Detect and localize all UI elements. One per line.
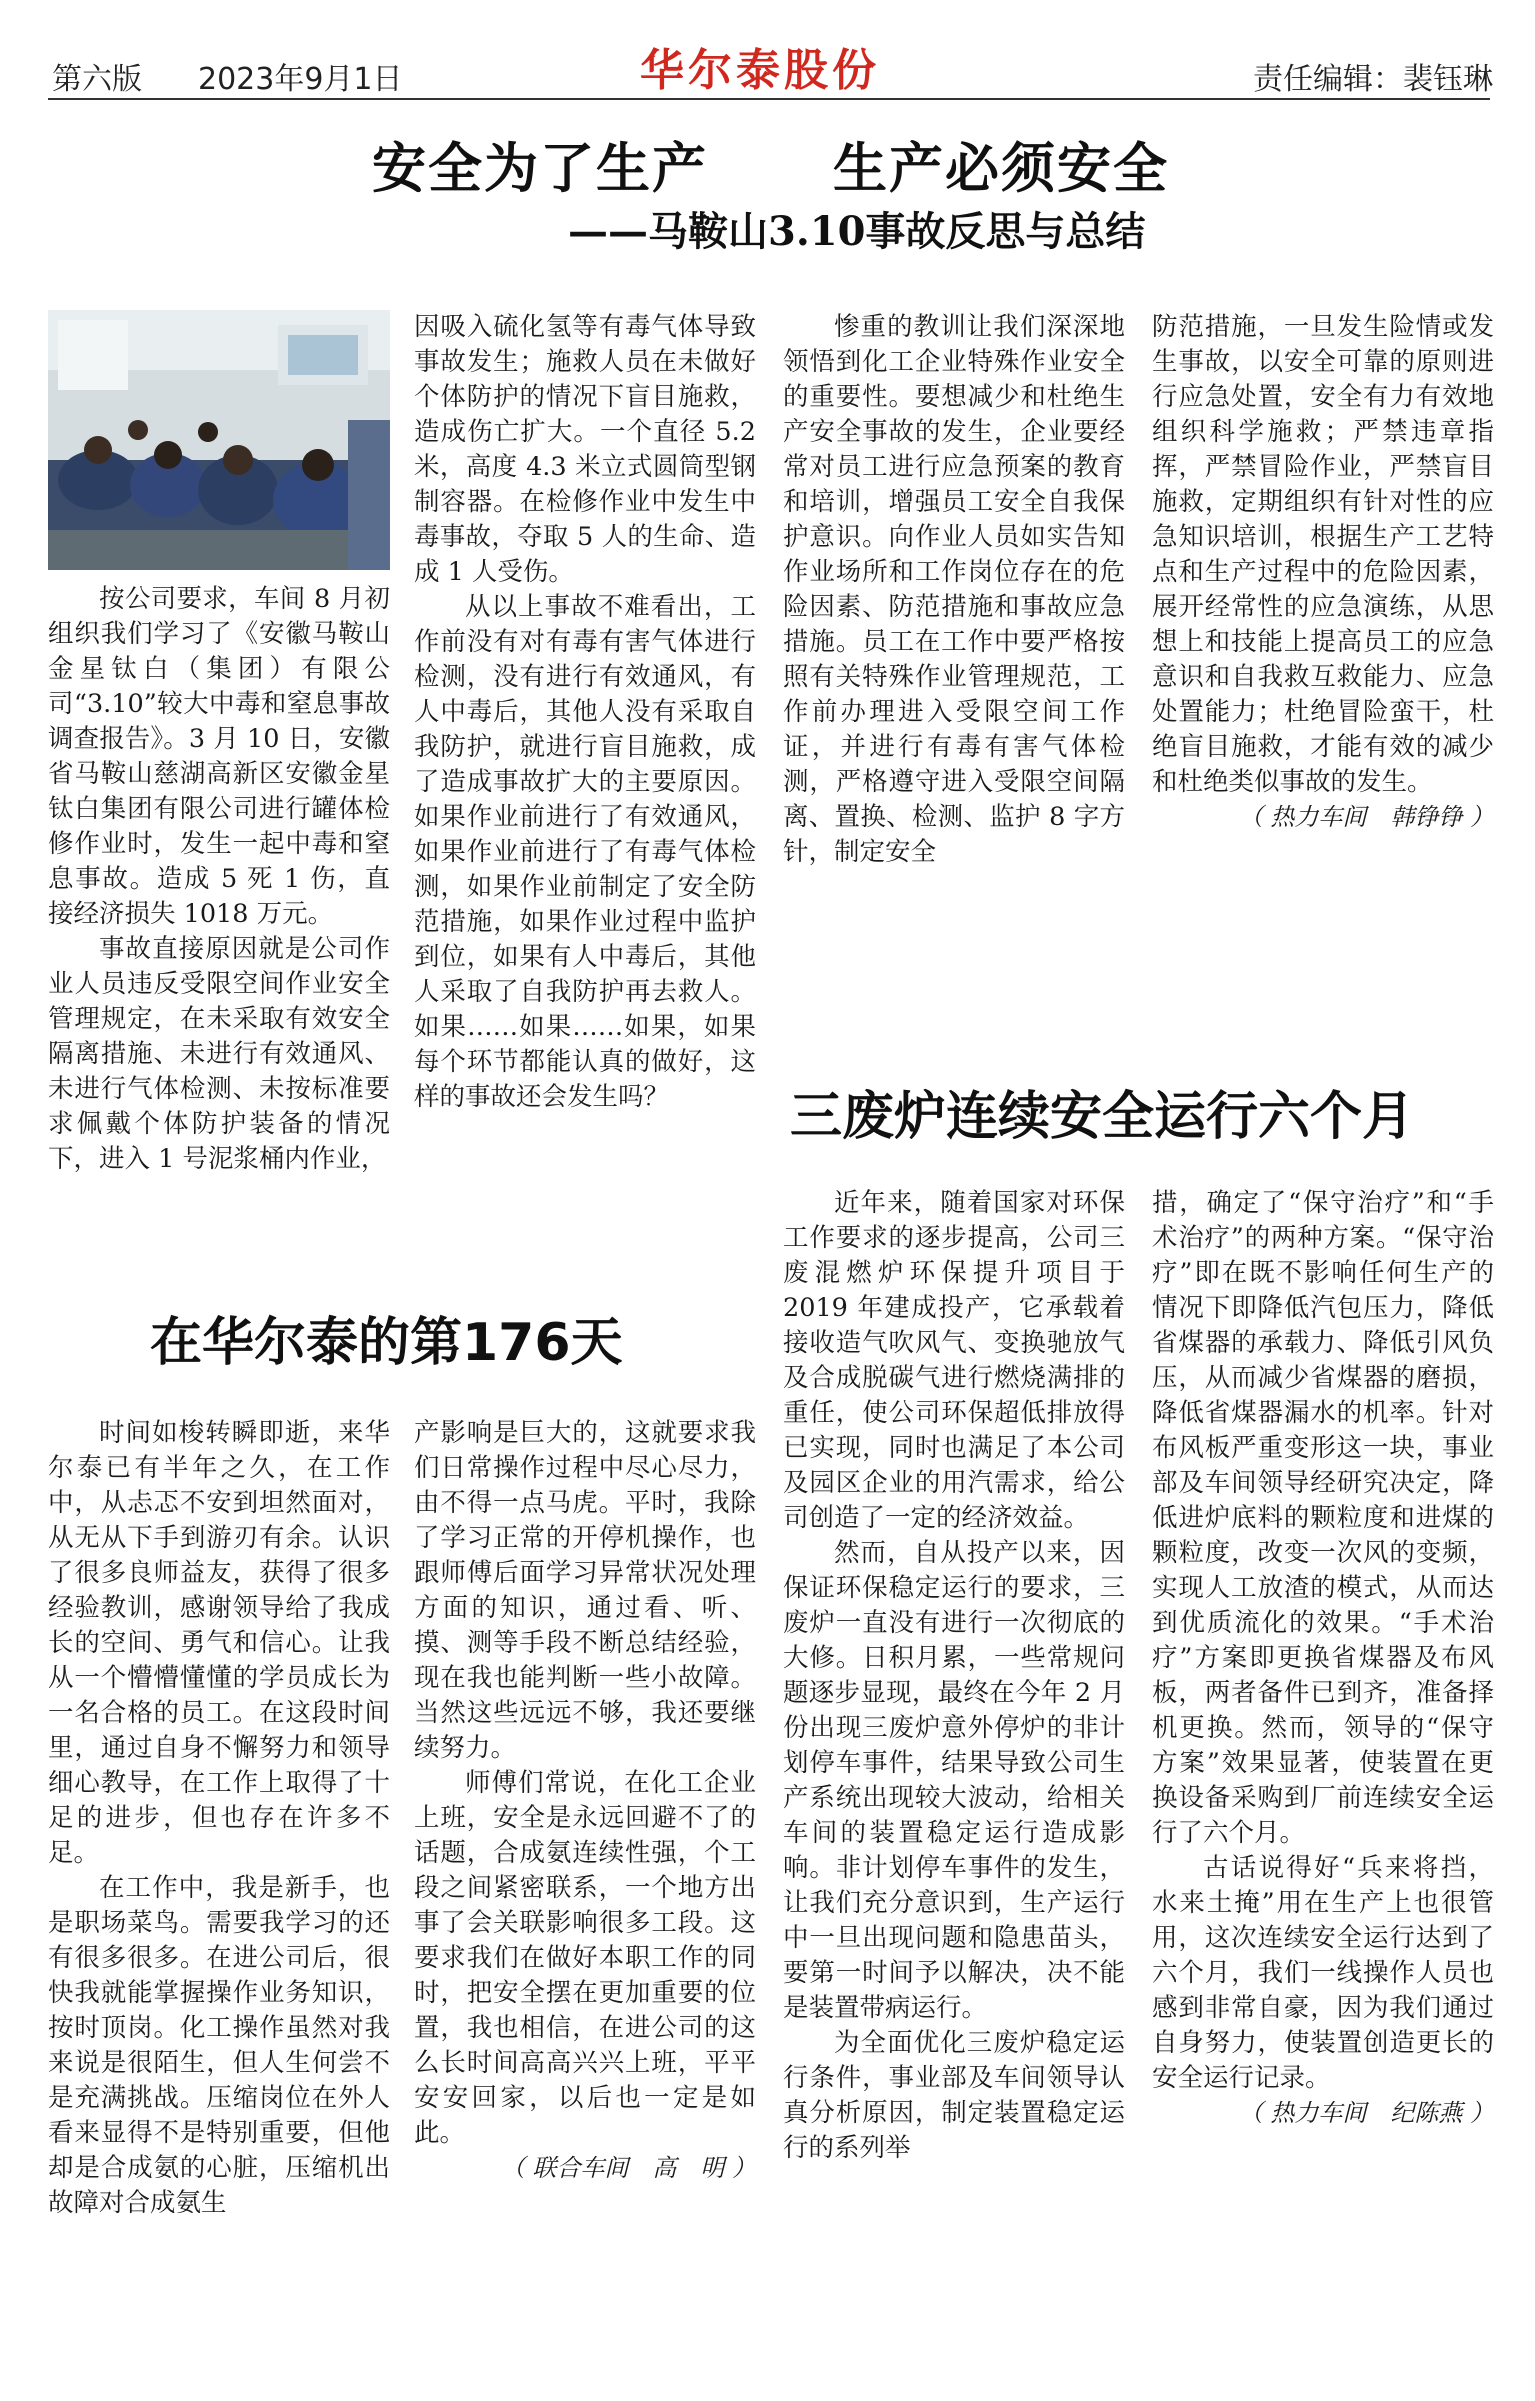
article3-column-1 xyxy=(783,1186,1125,2166)
paragraph: 近年来，随着国家对环保工作要求的逐步提高，公司三废混燃炉环保提升项目于 2019 年建成投产，它承载着接收造气吹风气、变换驰放气及合成脱碳气进行燃烧满排的重任，使公司环保超低排放得已实现，同时也满足了本公司及园区企业的用汽需求，给公司创造了一定的经济效益。 xyxy=(783,1188,1125,1533)
classroom-photo xyxy=(48,310,390,570)
article2-column-2 xyxy=(414,1416,756,2185)
article1-title-right: 生产必须安全 xyxy=(833,137,1169,200)
page-number: 第六版 xyxy=(52,62,142,97)
paragraph: 从以上事故不难看出，工作前没有对有毒有害气体进行检测，没有进行有效通风，有人中毒后，其他人没有采取自我防护，就进行盲目施救，成了造成事故扩大的主要原因。如果作业前进行了有效通风，如果作业前进行了有毒气体检测，如果作业前制定了安全防范措施，如果作业过程中监护到位，如果有人中毒后，其他人采取了自我防护再去救人。如果……如果……如果，如果每个环节都能认真的做好，这样的事故还会发生吗？ xyxy=(414,592,756,1112)
article3-column-2 xyxy=(1152,1186,1494,2130)
paragraph: 时间如梭转瞬即逝，来华尔泰已有半年之久，在工作中，从忐忑不安到坦然面对，从无从下手到游刃有余。认识了很多良师益友，获得了很多经验教训，感谢领导给了我成长的空间、勇气和信心。让我从一个懵懵懂懂的学员成长为一名合格的员工。在这段时间里，通过自身不懈努力和领导细心教导，在工作上取得了十足的进步，但也存在许多不足。 xyxy=(48,1418,390,1868)
paragraph: 产影响是巨大的，这就要求我们日常操作过程中尽心尽力，由不得一点马虎。平时，我除了学习正常的开停机操作，也跟师傅后面学习异常状况处理方面的知识，通过看、听、摸、测等手段不断总结经验，现在我也能判断一些小故障。当然这些远远不够，我还要继续努力。 xyxy=(414,1418,756,1763)
article2-title: 在华尔泰的第176天 xyxy=(150,1313,623,1373)
article3-title: 三废炉连续安全运行六个月 xyxy=(790,1087,1415,1147)
article1-column-2 xyxy=(414,310,756,1115)
article2-signature: （ 联合车间 高 明 ） xyxy=(500,2154,756,2182)
paragraph: 措，确定了“保守治疗”和“手术治疗”的两种方案。“保守治疗”即在既不影响任何生产的情况下即降低汽包压力，降低省煤器的承载力、降低引风负压，从而减少省煤器的磨损，降低省煤器漏水的机率。针对布风板严重变形这一块，事业部及车间领导经研究决定，降低进炉底料的颗粒度和进煤的颗粒度，改变一次风的变频，实现人工放渣的模式，从而达到优质流化的效果。“手术治疗”方案即更换省煤器及布风板，两者备件已到齐，准备择机更换。然而，领导的“保守方案”效果显著，使装置在更换设备采购到厂前连续安全运行了六个月。 xyxy=(1152,1188,1494,1848)
article1-subtitle: ——马鞍山3.10事故反思与总结 xyxy=(568,208,1146,255)
paragraph: 防范措施，一旦发生险情或发生事故，以安全可靠的原则进行应急处置，安全有力有效地组织科学施救；严禁违章指挥，严禁冒险作业，严禁盲目施救，定期组织有针对性的应急知识培训，根据生产工艺特点和生产过程中的危险因素，展开经常性的应急演练，从思想上和技能上提高员工的应急意识和自我救互救能力、应急处置能力；杜绝冒险蛮干，杜绝盲目施救，才能有效的减少和杜绝类似事故的发生。 xyxy=(1152,312,1494,797)
newspaper-brand: 华尔泰股份 xyxy=(640,45,880,96)
article3-signature: （ 热力车间 纪陈燕 ） xyxy=(1238,2099,1494,2127)
paragraph: 按公司要求，车间 8 月初组织我们学习了《安徽马鞍山金星钛白（集团）有限公司“3.10”较大中毒和窒息事故调查报告》。3 月 10 日，安徽省马鞍山慈湖高新区安徽金星钛白集团有限公司进行罐体检修作业时，发生一起中毒和窒息事故。造成 5 死 1 伤，直接经济损失 1018 万元。 xyxy=(48,584,390,929)
paragraph: 师傅们常说，在化工企业上班，安全是永远回避不了的话题，合成氨连续性强，个工段之间紧密联系，一个地方出事了会关联影响很多工段。这要求我们在做好本职工作的同时，把安全摆在更加重要的位置，我也相信，在进公司的这么长时间高高兴兴上班，平平安安回家，以后也一定是如此。 xyxy=(414,1768,756,2148)
page-header xyxy=(0,0,1535,100)
paragraph: 为全面优化三废炉稳定运行条件，事业部及车间领导认真分析原因，制定装置稳定运行的系列举 xyxy=(783,2028,1125,2163)
article2-column-1 xyxy=(48,1416,390,2221)
article1-title-left: 安全为了生产 xyxy=(372,137,708,200)
article1-column-1 xyxy=(48,582,390,1177)
paragraph: 因吸入硫化氢等有毒气体导致事故发生；施救人员在未做好个体防护的情况下盲目施救，造成伤亡扩大。一个直径 5.2 米，高度 4.3 米立式圆筒型钢制容器。在检修作业中发生中毒事故，夺取 5 人的生命、造成 1 人受伤。 xyxy=(414,312,756,587)
paragraph: 在工作中，我是新手，也是职场菜鸟。需要我学习的还有很多很多。在进公司后，很快我就能掌握操作业务知识，按时顶岗。化工操作虽然对我来说是很陌生，但人生何尝不是充满挑战。压缩岗位在外人看来显得不是特别重要，但他却是合成氨的心脏，压缩机出故障对合成氨生 xyxy=(48,1873,390,2218)
article1-signature: （ 热力车间 韩铮铮 ） xyxy=(1238,803,1494,831)
issue-date: 2023年9月1日 xyxy=(198,62,403,97)
article1-column-4 xyxy=(1152,310,1494,834)
paragraph: 惨重的教训让我们深深地领悟到化工企业特殊作业安全的重要性。要想减少和杜绝生产安全事故的发生，企业要经常对员工进行应急预案的教育和培训，增强员工安全自我保护意识。向作业人员如实告知作业场所和工作岗位存在的危险因素、防范措施和事故应急措施。员工在工作中要严格按照有关特殊作业管理规范，工作前办理进入受限空间工作证，并进行有毒有害气体检测，严格遵守进入受限空间隔离、置换、检测、监护 8 字方针，制定安全 xyxy=(783,312,1125,867)
article1-column-3 xyxy=(783,310,1125,870)
paragraph: 事故直接原因就是公司作业人员违反受限空间作业安全管理规定，在未采取有效安全隔离措施、未进行有效通风、未进行气体检测、未按标准要求佩戴个体防护装备的情况下，进入 1 号泥浆桶内作业， xyxy=(48,934,390,1174)
responsible-editor: 责任编辑：裴钰琳 xyxy=(1253,62,1493,97)
paragraph: 然而，自从投产以来，因保证环保稳定运行的要求，三废炉一直没有进行一次彻底的大修。日积月累，一些常规问题逐步显现，最终在今年 2 月份出现三废炉意外停炉的非计划停车事件，结果导致公司生产系统出现较大波动，给相关车间的装置稳定运行造成影响。非计划停车事件的发生，让我们充分意识到，生产运行中一旦出现问题和隐患苗头，要第一时间予以解决，决不能是装置带病运行。 xyxy=(783,1538,1125,2023)
paragraph: 古话说得好“兵来将挡，水来土掩”用在生产上也很管用，这次连续安全运行达到了六个月，我们一线操作人员也感到非常自豪，因为我们通过自身努力，使装置创造更长的安全运行记录。 xyxy=(1152,1853,1494,2093)
header-rule xyxy=(48,98,1490,100)
